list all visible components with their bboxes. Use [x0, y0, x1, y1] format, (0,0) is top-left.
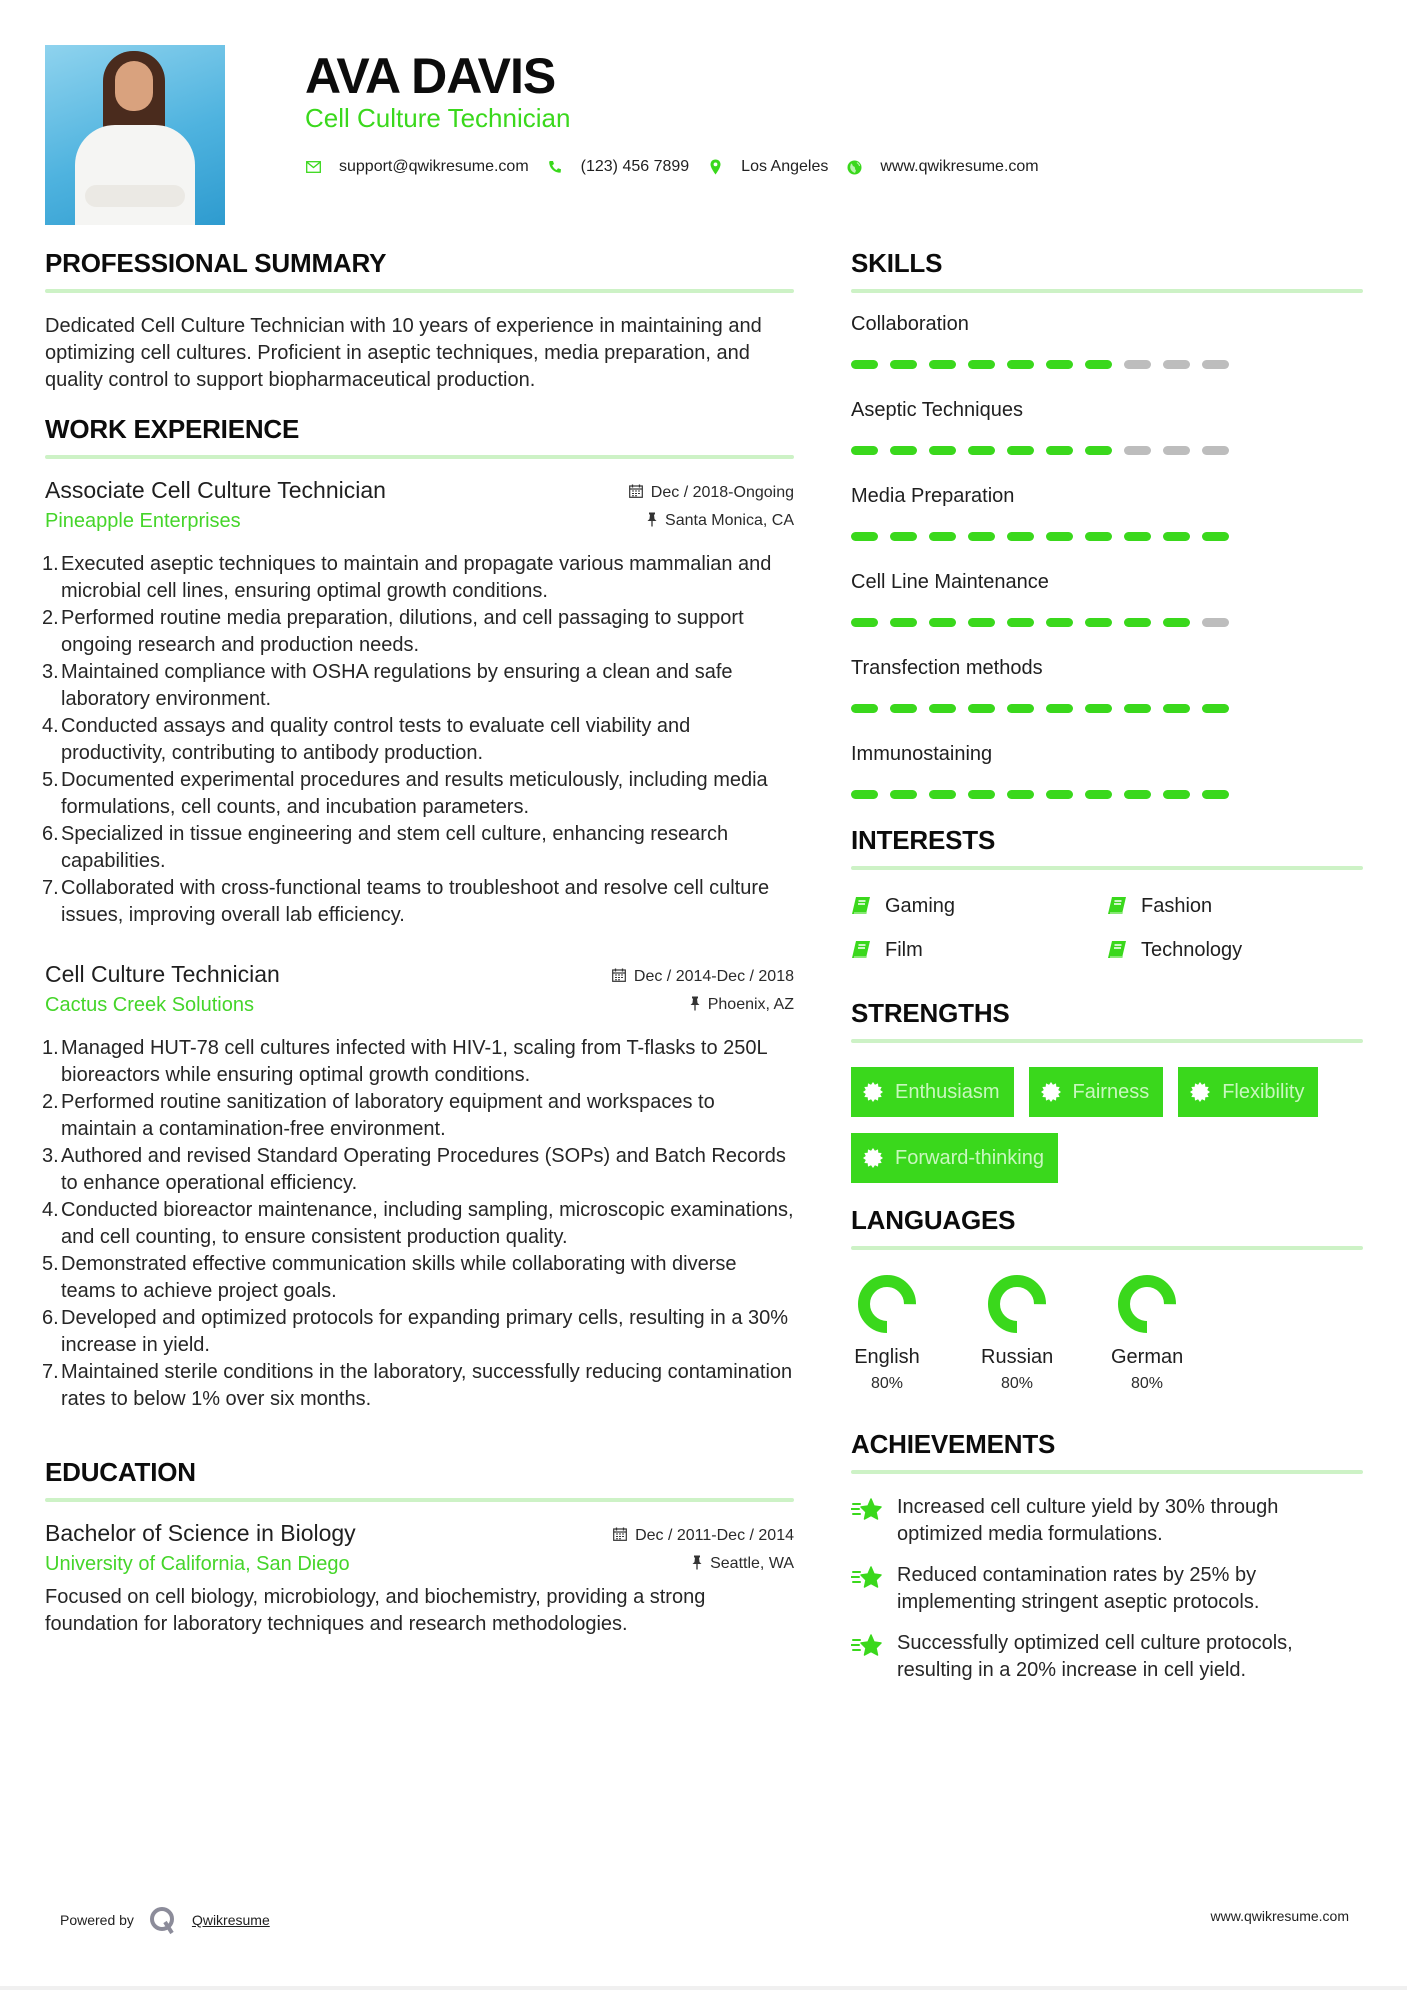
education-location-text: Seattle, WA [710, 1555, 794, 1572]
section-divider [45, 455, 794, 459]
rating-dash-filled [968, 532, 995, 541]
strength-badge [851, 1067, 1014, 1117]
interest-item [851, 936, 1107, 964]
education-heading: EDUCATION [45, 1457, 196, 1487]
calendar-icon [612, 968, 626, 985]
interest-label: Gaming [885, 894, 956, 917]
rating-dash-filled [1163, 532, 1190, 541]
job-header-row [45, 961, 794, 988]
skill-label: Transfection methods [851, 657, 1043, 679]
education-subheader-row [45, 1553, 794, 1576]
strengths-section [851, 998, 1363, 1199]
education-header-row [45, 1520, 794, 1547]
language-progress-ring [857, 1274, 917, 1334]
strengths-list [851, 1067, 1363, 1199]
job-subheader-row [45, 510, 794, 533]
qwikresume-link[interactable]: Qwikresume [191, 1912, 270, 1928]
skill-label: Aseptic Techniques [851, 399, 1023, 421]
profile-photo [45, 45, 225, 225]
rating-dash-filled [1007, 790, 1034, 799]
strength-label: Fairness [1072, 1080, 1150, 1103]
language-percent: 80% [870, 1375, 904, 1392]
contact-email[interactable] [305, 158, 529, 176]
certificate-icon [1041, 1082, 1061, 1102]
candidate-title: Cell Culture Technician [305, 103, 571, 133]
strength-label: Enthusiasm [895, 1080, 1000, 1103]
bullet-item: 3. Authored and revised Standard Operating Procedures (SOPs) and Batch Records to enhance operational efficiency. [42, 1145, 786, 1194]
shooting-star-icon [851, 1496, 883, 1524]
rating-dash-filled [1163, 618, 1190, 627]
rating-dash-filled [968, 360, 995, 369]
achievements-list [851, 1494, 1363, 1684]
job-location-text: Santa Monica, CA [665, 512, 794, 529]
bullet-item: 1. Managed HUT-78 cell cultures infected with HIV-1, scaling from T-flasks to 250L bioreactors while ensuring optimal growth conditions. [42, 1037, 767, 1086]
rating-dash-empty [1163, 446, 1190, 455]
rating-dash-empty [1202, 618, 1229, 627]
job-entry [42, 477, 794, 929]
photo-body [75, 125, 195, 225]
footer-url[interactable]: www.qwikresume.com [1210, 1908, 1349, 1924]
contact-website[interactable] [846, 158, 1038, 176]
rating-dash-filled [1007, 618, 1034, 627]
summary-section [45, 248, 794, 394]
contact-bar [305, 158, 1057, 176]
qwikresume-logo-icon [148, 1905, 178, 1935]
interest-label: Technology [1141, 938, 1243, 961]
rating-dash-filled [1202, 790, 1229, 799]
rating-dash-filled [890, 618, 917, 627]
achievement-text: Increased cell culture yield by 30% through optimized media formulations. [897, 1496, 1279, 1545]
rating-dash-empty [1163, 360, 1190, 369]
rating-dash-filled [851, 446, 878, 455]
certificate-icon [863, 1082, 883, 1102]
candidate-name: AVA DAVIS [305, 48, 556, 104]
rating-dash-filled [1046, 360, 1073, 369]
interest-item [1107, 936, 1363, 964]
languages-section [851, 1205, 1363, 1393]
certificate-icon [1190, 1082, 1210, 1102]
job-company: Pineapple Enterprises [45, 510, 241, 532]
rating-dash-filled [890, 790, 917, 799]
section-divider [45, 1498, 794, 1502]
rating-dash-filled [1007, 360, 1034, 369]
summary-heading: PROFESSIONAL SUMMARY [45, 248, 387, 278]
rating-dash-filled [851, 360, 878, 369]
skill-rating-bar [851, 704, 1363, 713]
achievement-text: Successfully optimized cell culture protocols, resulting in a 20% increase in cell yield. [897, 1632, 1293, 1681]
job-date [629, 484, 794, 502]
rating-dash-filled [1163, 790, 1190, 799]
bullet-item: 2. Performed routine media preparation, dilutions, and cell passaging to support ongoing research and production needs. [42, 607, 744, 656]
contact-location-text: Los Angeles [741, 158, 829, 175]
skill-label: Media Preparation [851, 485, 1015, 507]
skills-section [851, 248, 1363, 799]
skill-label: Collaboration [851, 313, 969, 335]
skill-item [851, 739, 1363, 799]
rating-dash-filled [929, 360, 956, 369]
achievement-item [851, 1562, 1363, 1616]
education-entry [45, 1520, 794, 1638]
skill-label: Immunostaining [851, 743, 993, 765]
skills-heading: SKILLS [851, 248, 943, 278]
book-icon [851, 940, 871, 960]
envelope-icon [305, 159, 321, 175]
bullet-item: 6. Specialized in tissue engineering and stem cell culture, enhancing research capabilities. [42, 823, 729, 872]
job-company: Cactus Creek Solutions [45, 994, 254, 1016]
education-description: Focused on cell biology, microbiology, and biochemistry, providing a strong foundation for laboratory techniques and research methodologies. [45, 1586, 706, 1635]
achievements-heading: ACHIEVEMENTS [851, 1429, 1056, 1459]
bullet-item: 1. Executed aseptic techniques to maintain and propagate various mammalian and microbial cell lines, ensuring optimal growth conditions. [42, 553, 772, 602]
language-item [981, 1274, 1111, 1393]
skill-item [851, 481, 1363, 541]
rating-dash-filled [968, 446, 995, 455]
bullet-item: 5. Demonstrated effective communication skills while collaborating with diverse teams to achieve project goals. [42, 1253, 737, 1302]
interest-label: Fashion [1141, 894, 1213, 917]
skill-item [851, 309, 1363, 369]
language-percent: 80% [1130, 1375, 1164, 1392]
job-header-row [45, 477, 794, 504]
skill-rating-bar [851, 360, 1363, 369]
rating-dash-filled [1124, 532, 1151, 541]
bullet-item: 3. Maintained compliance with OSHA regulations by ensuring a clean and safe laboratory environment. [42, 661, 733, 710]
rating-dash-filled [968, 790, 995, 799]
section-divider [851, 1246, 1363, 1250]
pushpin-icon [647, 512, 657, 530]
strength-badge [851, 1133, 1058, 1183]
calendar-icon [613, 1527, 627, 1544]
bullet-item: 7. Maintained sterile conditions in the laboratory, successfully reducing contamination rates to below 1% over six months. [42, 1361, 793, 1410]
education-date [613, 1527, 794, 1545]
job-bullets [42, 551, 794, 929]
school-name: University of California, San Diego [45, 1553, 350, 1575]
rating-dash-filled [968, 618, 995, 627]
phone-icon [547, 159, 563, 175]
section-divider [45, 289, 794, 293]
map-pin-icon [707, 159, 723, 175]
language-progress-ring [987, 1274, 1047, 1334]
rating-dash-filled [1046, 790, 1073, 799]
interests-section [851, 825, 1363, 964]
rating-dash-filled [1046, 618, 1073, 627]
photo-face [115, 61, 153, 111]
calendar-icon [629, 484, 643, 501]
skills-list [851, 309, 1363, 799]
strength-badge [1029, 1067, 1164, 1117]
skill-rating-bar [851, 618, 1363, 627]
skill-item [851, 395, 1363, 455]
rating-dash-filled [1124, 790, 1151, 799]
contact-location [707, 158, 828, 176]
bullet-item: 6. Developed and optimized protocols for expanding primary cells, resulting in a 30% increase in yield. [42, 1307, 789, 1356]
job-title: Associate Cell Culture Technician [45, 477, 386, 503]
contact-phone-text: (123) 456 7899 [580, 158, 690, 175]
rating-dash-filled [1124, 618, 1151, 627]
education-date-text: Dec / 2011-Dec / 2014 [635, 1526, 794, 1544]
rating-dash-filled [1202, 704, 1229, 713]
rating-dash-filled [1085, 704, 1112, 713]
rating-dash-filled [1163, 704, 1190, 713]
achievement-text: Reduced contamination rates by 25% by implementing stringent aseptic protocols. [897, 1564, 1260, 1613]
job-location [690, 996, 794, 1014]
skill-label: Cell Line Maintenance [851, 571, 1049, 593]
rating-dash-filled [929, 704, 956, 713]
language-name: English [854, 1346, 920, 1368]
certificate-icon [863, 1148, 883, 1168]
job-location-text: Phoenix, AZ [707, 996, 794, 1013]
rating-dash-filled [929, 790, 956, 799]
rating-dash-empty [1124, 446, 1151, 455]
strength-label: Flexibility [1222, 1080, 1305, 1103]
bullet-item: 7. Collaborated with cross-functional teams to troubleshoot and resolve cell culture issues, improving overall lab efficiency. [42, 877, 770, 926]
interest-item [1107, 892, 1363, 920]
rating-dash-filled [929, 618, 956, 627]
rating-dash-filled [1046, 704, 1073, 713]
rating-dash-filled [890, 360, 917, 369]
rating-dash-filled [1085, 532, 1112, 541]
strength-badge [1178, 1067, 1318, 1117]
skill-rating-bar [851, 790, 1363, 799]
contact-phone[interactable] [547, 158, 690, 176]
strengths-heading: STRENGTHS [851, 998, 1010, 1028]
job-bullets [42, 1035, 794, 1413]
pushpin-icon [690, 996, 700, 1014]
skill-item [851, 653, 1363, 713]
book-icon [1107, 940, 1127, 960]
interest-item [851, 892, 1107, 920]
rating-dash-filled [1046, 532, 1073, 541]
book-icon [1107, 896, 1127, 916]
rating-dash-empty [1202, 446, 1229, 455]
section-divider [851, 1039, 1363, 1043]
rating-dash-filled [851, 790, 878, 799]
left-column [42, 240, 794, 1638]
powered-by [60, 1905, 270, 1935]
contact-email-text: support@qwikresume.com [339, 158, 529, 175]
interests-list [851, 892, 1363, 964]
rating-dash-empty [1202, 360, 1229, 369]
rating-dash-filled [1202, 532, 1229, 541]
rating-dash-filled [890, 704, 917, 713]
rating-dash-filled [1124, 704, 1151, 713]
language-percent: 80% [1000, 1375, 1034, 1392]
book-icon [851, 896, 871, 916]
powered-by-label: Powered by [60, 1912, 134, 1928]
rating-dash-filled [1007, 704, 1034, 713]
experience-heading: WORK EXPERIENCE [45, 414, 300, 444]
rating-dash-filled [1085, 446, 1112, 455]
job-subheader-row [45, 994, 794, 1017]
section-divider [851, 289, 1363, 293]
rating-dash-filled [1085, 790, 1112, 799]
rating-dash-empty [1124, 360, 1151, 369]
experience-section [42, 414, 794, 1413]
shooting-star-icon [851, 1632, 883, 1660]
bullet-item: 4. Conducted assays and quality control tests to evaluate cell viability and productivity, contributing to antibody production. [42, 715, 691, 764]
achievement-item [851, 1630, 1363, 1684]
skill-rating-bar [851, 446, 1363, 455]
languages-heading: LANGUAGES [851, 1205, 1016, 1235]
rating-dash-filled [1085, 360, 1112, 369]
rating-dash-filled [851, 532, 878, 541]
skill-rating-bar [851, 532, 1363, 541]
shooting-star-icon [851, 1564, 883, 1592]
rating-dash-filled [929, 446, 956, 455]
bullet-item: 4. Conducted bioreactor maintenance, including sampling, microscopic examinations, and cell counting, to ensure consistent production quality. [42, 1199, 794, 1248]
language-progress-ring [1117, 1274, 1177, 1334]
job-entry [42, 961, 794, 1413]
interest-label: Film [885, 938, 923, 961]
bullet-item: 2. Performed routine sanitization of laboratory equipment and workspaces to maintain a contamination-free environment. [42, 1091, 715, 1140]
education-section [45, 1457, 794, 1638]
job-date-text: Dec / 2014-Dec / 2018 [633, 967, 794, 985]
job-location [647, 512, 794, 530]
section-divider [851, 866, 1363, 870]
degree-title: Bachelor of Science in Biology [45, 1520, 356, 1546]
achievement-item [851, 1494, 1363, 1548]
education-location [692, 1555, 794, 1573]
rating-dash-filled [851, 704, 878, 713]
job-title: Cell Culture Technician [45, 961, 280, 987]
page-bottom-edge [0, 1986, 1407, 1990]
interests-heading: INTERESTS [851, 825, 996, 855]
rating-dash-filled [929, 532, 956, 541]
globe-icon [846, 159, 862, 175]
achievements-section [851, 1429, 1363, 1684]
bullet-item: 5. Documented experimental procedures and results meticulously, including media formulations, cell counts, and incubation parameters. [42, 769, 768, 818]
strength-label: Forward-thinking [895, 1146, 1044, 1169]
rating-dash-filled [1007, 446, 1034, 455]
job-date-text: Dec / 2018-Ongoing [650, 483, 794, 501]
rating-dash-filled [890, 446, 917, 455]
language-item [851, 1274, 981, 1393]
summary-text: Dedicated Cell Culture Technician with 10 years of experience in maintaining and optimizing cell cultures. Proficient in aseptic techniques, media preparation, and quality control to support biopharmaceutical production. [45, 315, 762, 391]
rating-dash-filled [1046, 446, 1073, 455]
rating-dash-filled [890, 532, 917, 541]
languages-list [851, 1274, 1363, 1393]
section-divider [851, 1470, 1363, 1474]
language-name: German [1111, 1346, 1184, 1368]
photo-arms [85, 185, 185, 207]
skill-item [851, 567, 1363, 627]
job-date [612, 968, 794, 986]
contact-website-text: www.qwikresume.com [880, 158, 1039, 175]
pushpin-icon [692, 1555, 702, 1573]
language-item [1111, 1274, 1241, 1393]
right-column [851, 240, 1363, 1698]
rating-dash-filled [968, 704, 995, 713]
rating-dash-filled [1007, 532, 1034, 541]
rating-dash-filled [851, 618, 878, 627]
rating-dash-filled [1085, 618, 1112, 627]
language-name: Russian [981, 1346, 1054, 1368]
